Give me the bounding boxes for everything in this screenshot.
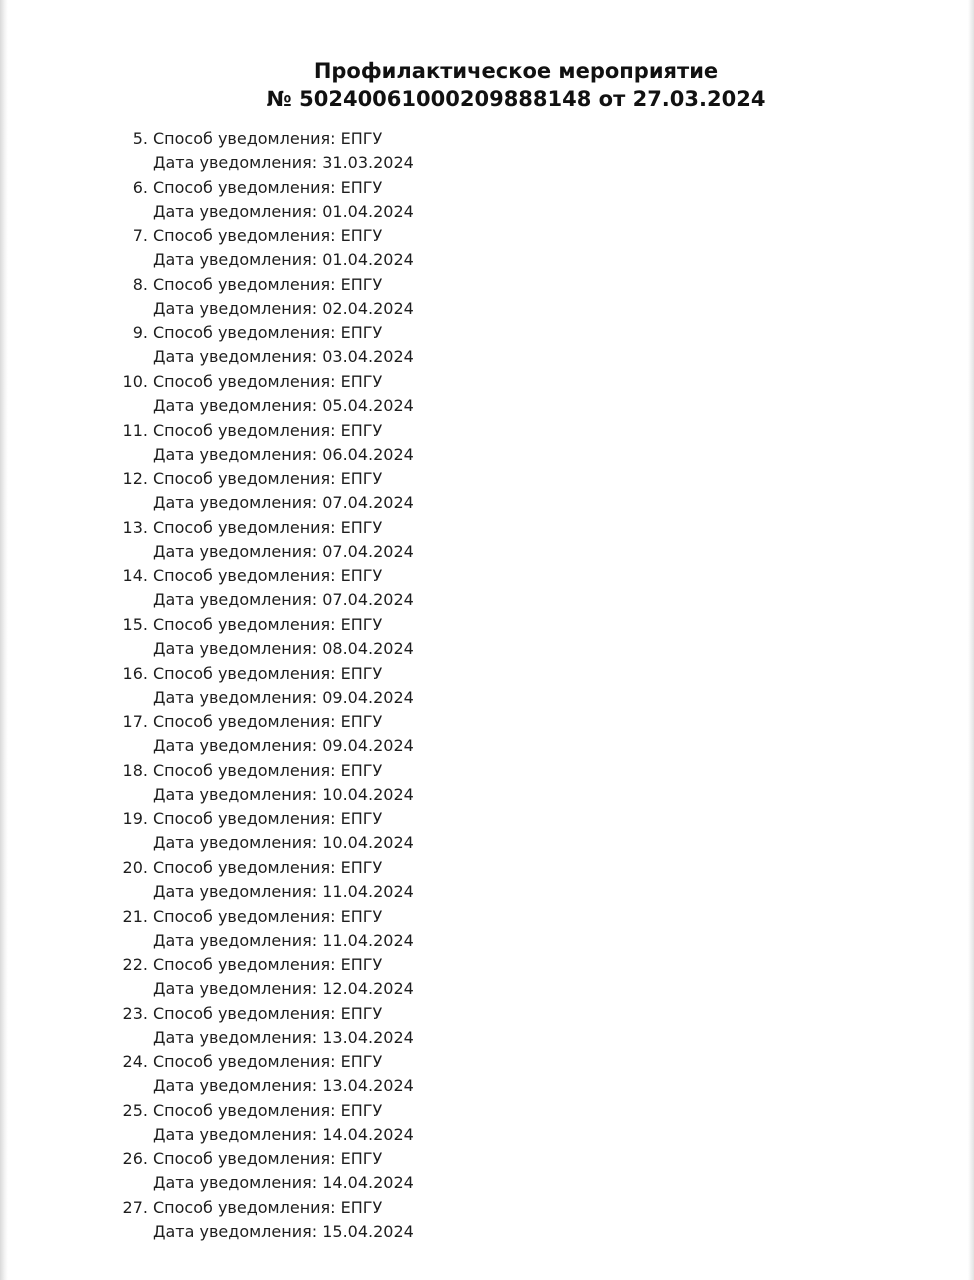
item-number: 26. <box>122 1149 148 1169</box>
list-item <box>0 176 974 225</box>
list-item <box>0 321 974 370</box>
notification-method: Способ уведомления: ЕПГУ <box>153 323 383 343</box>
item-number: 8. <box>132 274 148 294</box>
item-number: 13. <box>122 517 148 537</box>
notification-date: Дата уведомления: 11.04.2024 <box>153 930 414 950</box>
item-number: 14. <box>122 566 148 586</box>
list-item <box>0 224 974 273</box>
document-title <box>0 57 974 113</box>
item-number: 15. <box>122 614 148 634</box>
list-item <box>0 710 974 759</box>
notification-date: Дата уведомления: 31.03.2024 <box>153 153 414 172</box>
notification-date: Дата уведомления: 09.04.2024 <box>153 687 414 707</box>
item-number: 20. <box>122 857 148 877</box>
notification-date: Дата уведомления: 13.04.2024 <box>153 1076 414 1096</box>
notification-date: Дата уведомления: 07.04.2024 <box>153 541 414 561</box>
notification-method: Способ уведомления: ЕПГУ <box>153 566 383 586</box>
item-number: 19. <box>122 809 148 829</box>
notification-method: Способ уведомления: ЕПГУ <box>153 177 383 197</box>
item-number: 9. <box>132 323 148 343</box>
notification-method: Способ уведомления: ЕПГУ <box>153 857 383 877</box>
list-item <box>0 856 974 905</box>
notification-method: Способ уведомления: ЕПГУ <box>153 371 383 391</box>
notification-date: Дата уведомления: 08.04.2024 <box>153 638 414 658</box>
item-number: 22. <box>122 955 148 975</box>
notification-method: Способ уведомления: ЕПГУ <box>153 955 383 975</box>
notification-method: Способ уведомления: ЕПГУ <box>153 469 383 489</box>
notification-date: Дата уведомления: 12.04.2024 <box>153 979 414 999</box>
list-item <box>0 1002 974 1051</box>
notification-list <box>0 127 974 1245</box>
item-number: 23. <box>122 1003 148 1023</box>
item-number: 6. <box>132 177 148 197</box>
notification-date: Дата уведомления: 15.04.2024 <box>153 1222 414 1242</box>
notification-date: Дата уведомления: 06.04.2024 <box>153 444 414 464</box>
notification-method: Способ уведомления: ЕПГУ <box>153 1198 383 1218</box>
list-item <box>0 905 974 954</box>
notification-date: Дата уведомления: 14.04.2024 <box>153 1124 414 1144</box>
notification-method: Способ уведомления: ЕПГУ <box>153 614 383 634</box>
notification-method: Способ уведомления: ЕПГУ <box>153 1100 383 1120</box>
item-number: 16. <box>122 663 148 683</box>
notification-date: Дата уведомления: 07.04.2024 <box>153 590 414 610</box>
notification-method: Способ уведомления: ЕПГУ <box>153 1052 383 1072</box>
title-line-2: № 5024006100020988814​8 от 27.03.2024 <box>266 87 766 111</box>
notification-method: Способ уведомления: ЕПГУ <box>153 712 383 732</box>
list-item <box>0 516 974 565</box>
list-item <box>0 759 974 808</box>
notification-date: Дата уведомления: 10.04.2024 <box>153 784 414 804</box>
list-item <box>0 1050 974 1099</box>
list-item <box>0 953 974 1002</box>
item-number: 12. <box>122 469 148 489</box>
notification-date: Дата уведомления: 13.04.2024 <box>153 1027 414 1047</box>
notification-method: Способ уведомления: ЕПГУ <box>153 663 383 683</box>
item-number: 5. <box>132 129 148 148</box>
list-item <box>0 613 974 662</box>
list-item <box>0 1147 974 1196</box>
list-item <box>0 1099 974 1148</box>
notification-method: Способ уведомления: ЕПГУ <box>153 420 383 440</box>
list-item <box>0 127 974 176</box>
list-item <box>0 370 974 419</box>
item-number: 17. <box>122 712 148 732</box>
list-item <box>0 467 974 516</box>
item-number: 7. <box>132 226 148 246</box>
notification-method: Способ уведомления: ЕПГУ <box>153 760 383 780</box>
notification-method: Способ уведомления: ЕПГУ <box>153 517 383 537</box>
item-number: 27. <box>122 1198 148 1218</box>
list-item <box>0 1196 974 1245</box>
notification-date: Дата уведомления: 09.04.2024 <box>153 736 414 756</box>
notification-date: Дата уведомления: 14.04.2024 <box>153 1173 414 1193</box>
item-number: 24. <box>122 1052 148 1072</box>
notification-date: Дата уведомления: 01.04.2024 <box>153 201 414 221</box>
notification-method: Способ уведомления: ЕПГУ <box>153 226 383 246</box>
notification-date: Дата уведомления: 02.04.2024 <box>153 298 414 318</box>
notification-method: Способ уведомления: ЕПГУ <box>153 274 383 294</box>
list-item <box>0 419 974 468</box>
notification-date: Дата уведомления: 05.04.2024 <box>153 395 414 415</box>
list-item <box>0 662 974 711</box>
list-item <box>0 273 974 322</box>
notification-method: Способ уведомления: ЕПГУ <box>153 906 383 926</box>
notification-date: Дата уведомления: 11.04.2024 <box>153 881 414 901</box>
notification-method: Способ уведомления: ЕПГУ <box>153 1149 383 1169</box>
item-number: 11. <box>122 420 148 440</box>
notification-date: Дата уведомления: 01.04.2024 <box>153 250 414 270</box>
item-number: 25. <box>122 1100 148 1120</box>
item-number: 10. <box>122 371 148 391</box>
notification-method: Способ уведомления: ЕПГУ <box>153 809 383 829</box>
title-line-1: Профилактическое мероприятие <box>313 59 719 83</box>
notification-date: Дата уведомления: 10.04.2024 <box>153 833 414 853</box>
notification-method: Способ уведомления: ЕПГУ <box>153 129 383 148</box>
list-item <box>0 564 974 613</box>
item-number: 21. <box>122 906 148 926</box>
notification-date: Дата уведомления: 03.04.2024 <box>153 347 414 367</box>
item-number: 18. <box>122 760 148 780</box>
notification-method: Способ уведомления: ЕПГУ <box>153 1003 383 1023</box>
notification-date: Дата уведомления: 07.04.2024 <box>153 493 414 513</box>
list-item <box>0 807 974 856</box>
